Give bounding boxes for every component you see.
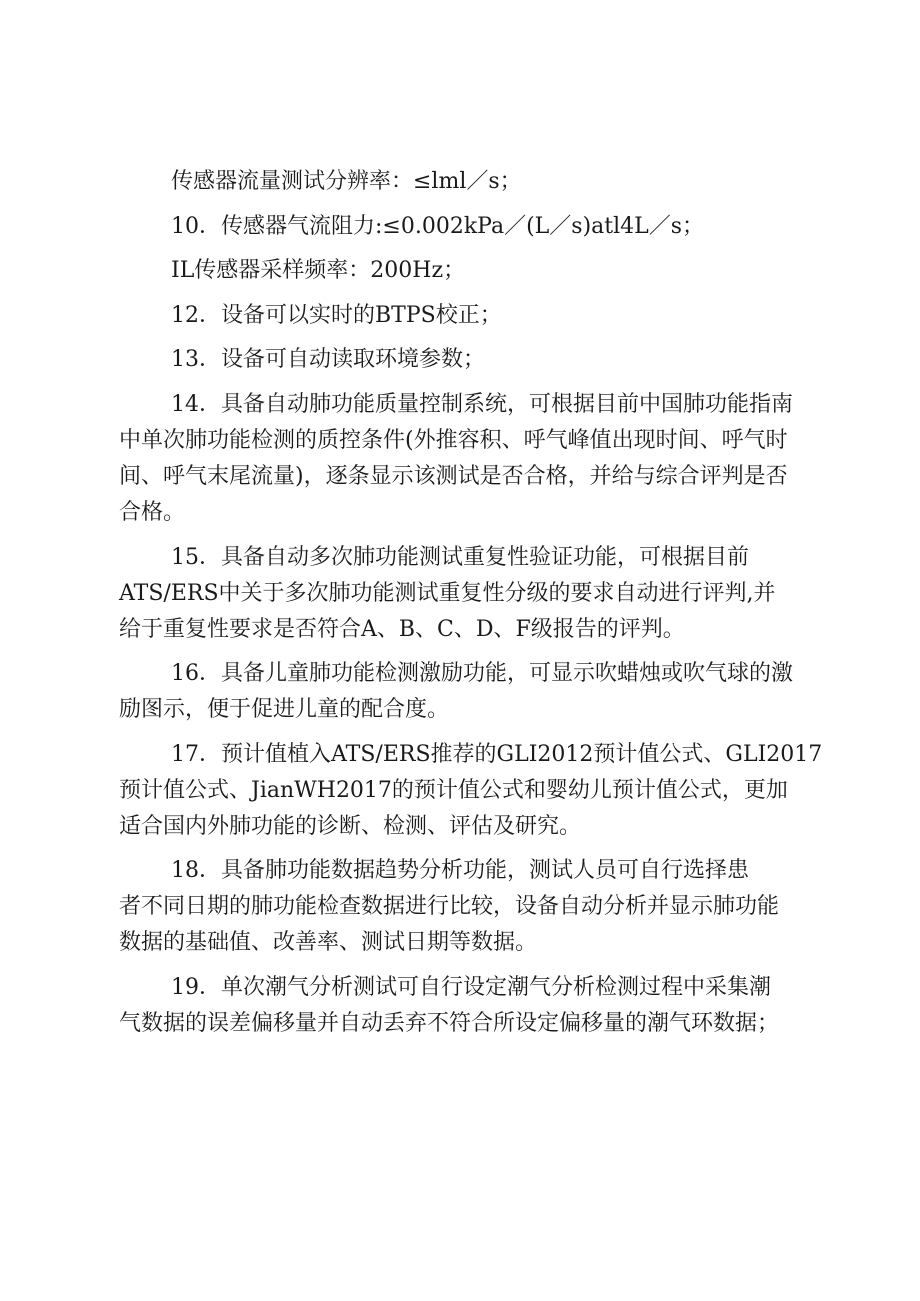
paragraph-line: 传感器流量测试分辨率：≤lml／s； bbox=[171, 169, 522, 194]
paragraph-line: IL传感器采样频率：200Hz； bbox=[171, 258, 466, 284]
paragraph-line: 间、呼气末尾流量)，逐条显示该测试是否合格，并给与综合评判是否 bbox=[119, 463, 788, 489]
paragraph-line: 12．设备可以实时的BTPS校正； bbox=[171, 302, 502, 328]
paragraph-line: 19．单次潮气分析测试可自行设定潮气分析检测过程中采集潮 bbox=[171, 974, 771, 1000]
paragraph-line: 预计值公式、JianWH2017的预计值公式和婴幼儿预计值公式，更加 bbox=[119, 777, 788, 803]
paragraph-line: 14．具备自动肺功能质量控制系统，可根据目前中国肺功能指南 bbox=[171, 391, 793, 417]
paragraph-line: 18．具备肺功能数据趋势分析功能，测试人员可自行选择患 bbox=[171, 858, 749, 884]
paragraph-line: ATS/ERS中关于多次肺功能测试重复性分级的要求自动进行评判,并 bbox=[119, 580, 776, 606]
paragraph-item-18 bbox=[119, 853, 819, 961]
paragraph-flow-resolution bbox=[119, 164, 819, 200]
paragraph-line: 气数据的误差偏移量并自动丢弃不符合所设定偏移量的潮气环数据； bbox=[119, 1010, 780, 1036]
paragraph-item-13 bbox=[119, 342, 819, 378]
paragraph-item-15 bbox=[119, 540, 819, 648]
paragraph-item-14 bbox=[119, 387, 819, 531]
paragraph-line: 16．具备儿童肺功能检测激励功能，可显示吹蜡烛或吹气球的激 bbox=[171, 661, 793, 687]
paragraph-item-12 bbox=[119, 298, 819, 334]
paragraph-line: 数据的基础值、改善率、测试日期等数据。 bbox=[119, 930, 538, 956]
paragraph-line: 励图示，便于促进儿童的配合度。 bbox=[119, 697, 450, 723]
paragraph-line: 17．预计值植入ATS/ERS推荐的GLI2012预计值公式、GLI2017 bbox=[171, 741, 823, 767]
paragraph-line: 10．传感器气流阻力:≤0.002kPa／(L／s)atl4L／s； bbox=[171, 213, 705, 239]
paragraph-line: 13．设备可自动读取环境参数； bbox=[171, 347, 485, 373]
paragraph-line: 合格。 bbox=[119, 499, 186, 525]
document-body bbox=[119, 164, 823, 1051]
paragraph-line: 适合国内外肺功能的诊断、检测、评估及研究。 bbox=[119, 813, 582, 839]
paragraph-sampling-frequency bbox=[119, 253, 819, 289]
paragraph-item-19 bbox=[119, 970, 819, 1042]
paragraph-line: 中单次肺功能检测的质控条件(外推容积、呼气峰值出现时间、呼气时 bbox=[119, 427, 788, 453]
paragraph-line: 15．具备自动多次肺功能测试重复性验证功能，可根据目前 bbox=[171, 544, 749, 570]
paragraph-item-10 bbox=[119, 209, 819, 245]
paragraph-line: 给于重复性要求是否符合A、B、C、D、F级报告的评判。 bbox=[119, 616, 685, 642]
paragraph-item-17 bbox=[119, 737, 823, 845]
paragraph-line: 者不同日期的肺功能检查数据进行比较，设备自动分析并显示肺功能 bbox=[119, 894, 780, 920]
paragraph-item-16 bbox=[119, 656, 819, 728]
